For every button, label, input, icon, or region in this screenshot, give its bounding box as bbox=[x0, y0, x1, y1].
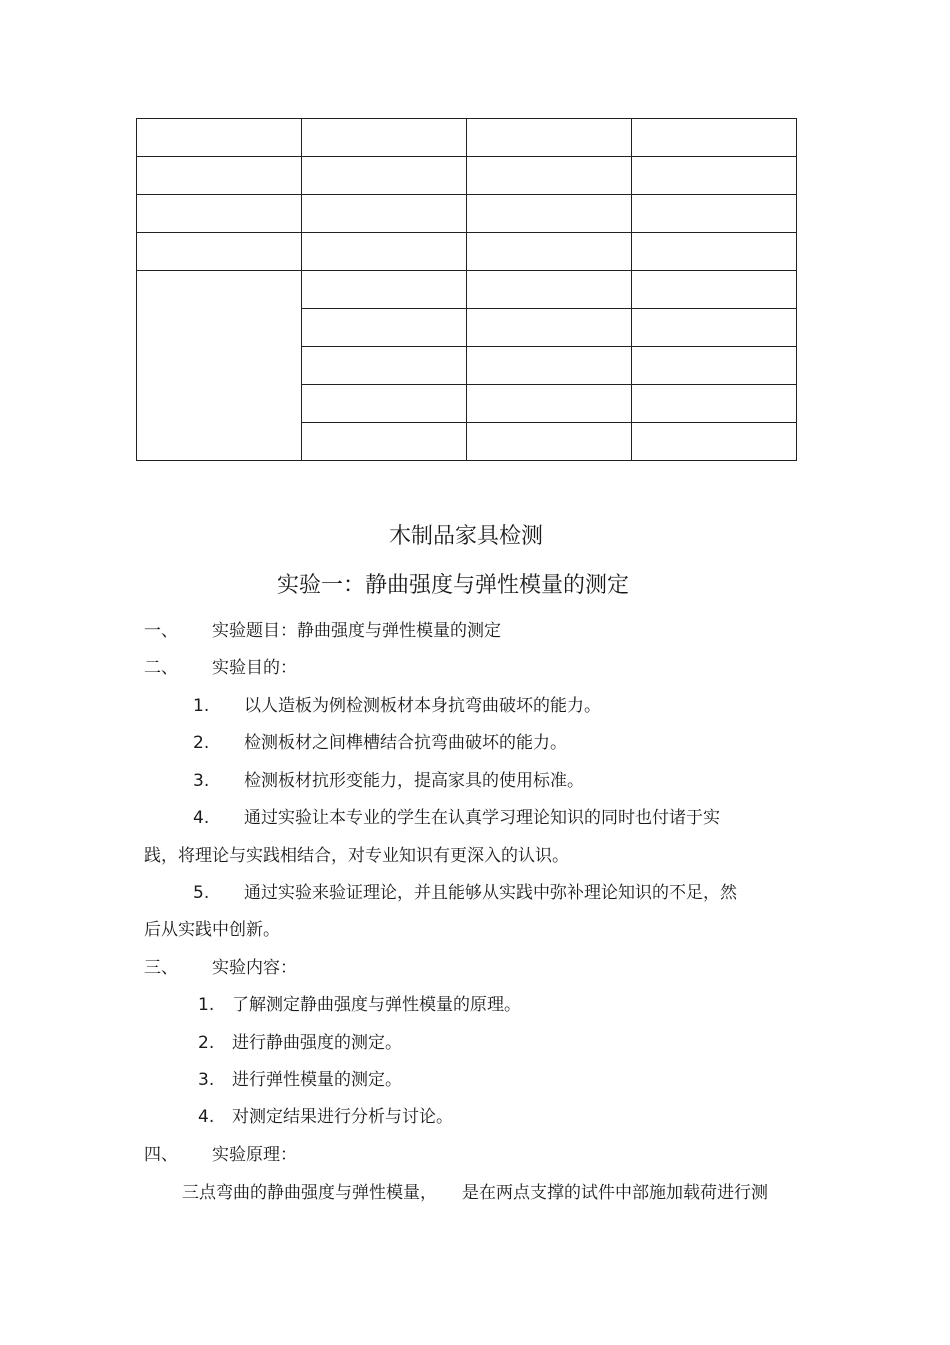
table-cell bbox=[632, 233, 797, 271]
item-text: 进行弹性模量的测定。 bbox=[232, 1070, 402, 1090]
principle-text-part2: 是在两点支撑的试件中部施加载荷进行测 bbox=[462, 1183, 768, 1203]
item-number: 3. bbox=[198, 1070, 215, 1090]
item-continuation: 后从实践中创新。 bbox=[144, 920, 280, 940]
table-cell bbox=[137, 119, 302, 157]
section-text: 实验题目：静曲强度与弹性模量的测定 bbox=[212, 621, 501, 641]
table-cell bbox=[302, 423, 467, 461]
table-cell bbox=[467, 119, 632, 157]
table-cell bbox=[632, 119, 797, 157]
principle-text-part1: 三点弯曲的静曲强度与弹性模量， bbox=[182, 1183, 437, 1203]
item-text: 以人造板为例检测板材本身抗弯曲破坏的能力。 bbox=[244, 696, 601, 716]
table-cell bbox=[632, 271, 797, 309]
section-text: 实验原理： bbox=[212, 1145, 297, 1165]
section-number: 一、 bbox=[144, 621, 178, 641]
table-cell bbox=[302, 271, 467, 309]
table-cell bbox=[302, 347, 467, 385]
table-cell bbox=[302, 119, 467, 157]
table-cell bbox=[632, 423, 797, 461]
item-number: 2. bbox=[193, 733, 210, 753]
item-number: 3. bbox=[193, 771, 210, 791]
table-row bbox=[137, 271, 797, 309]
table-cell bbox=[632, 385, 797, 423]
table-cell bbox=[467, 195, 632, 233]
table-cell bbox=[632, 347, 797, 385]
table-cell bbox=[632, 309, 797, 347]
item-text: 检测板材抗形变能力，提高家具的使用标准。 bbox=[244, 771, 584, 791]
table-cell bbox=[467, 157, 632, 195]
table-cell bbox=[302, 233, 467, 271]
item-number: 1. bbox=[198, 995, 215, 1015]
table-cell bbox=[302, 195, 467, 233]
item-text: 检测板材之间榫槽结合抗弯曲破坏的能力。 bbox=[244, 733, 567, 753]
table-cell bbox=[302, 309, 467, 347]
experiment-title: 实验一：静曲强度与弹性模量的测定 bbox=[276, 573, 629, 598]
table-cell bbox=[632, 157, 797, 195]
item-number: 1. bbox=[193, 696, 210, 716]
section-number: 二、 bbox=[144, 658, 178, 678]
empty-table bbox=[136, 118, 797, 461]
table-cell bbox=[467, 385, 632, 423]
table-cell bbox=[467, 309, 632, 347]
table-row bbox=[137, 233, 797, 271]
table-cell bbox=[467, 233, 632, 271]
table-row bbox=[137, 195, 797, 233]
section-text: 实验内容： bbox=[212, 958, 297, 978]
table-cell bbox=[137, 195, 302, 233]
document-title: 木制品家具检测 bbox=[388, 524, 543, 549]
table-cell bbox=[467, 347, 632, 385]
table-cell bbox=[137, 157, 302, 195]
section-number: 三、 bbox=[144, 958, 178, 978]
table-cell bbox=[632, 195, 797, 233]
table-merged-cell bbox=[137, 271, 302, 461]
item-text: 进行静曲强度的测定。 bbox=[232, 1033, 402, 1053]
section-number: 四、 bbox=[144, 1145, 178, 1165]
table-cell bbox=[467, 271, 632, 309]
item-text: 通过实验来验证理论，并且能够从实践中弥补理论知识的不足，然 bbox=[244, 883, 737, 903]
item-number: 2. bbox=[198, 1033, 215, 1053]
table-cell bbox=[302, 385, 467, 423]
item-text: 了解测定静曲强度与弹性模量的原理。 bbox=[232, 995, 521, 1015]
item-text: 对测定结果进行分析与讨论。 bbox=[232, 1107, 453, 1127]
table-row bbox=[137, 157, 797, 195]
item-number: 5. bbox=[193, 883, 210, 903]
table-row bbox=[137, 119, 797, 157]
item-number: 4. bbox=[198, 1107, 215, 1127]
table-cell bbox=[467, 423, 632, 461]
item-text: 通过实验让本专业的学生在认真学习理论知识的同时也付诸于实 bbox=[244, 808, 720, 828]
table-cell bbox=[302, 157, 467, 195]
item-continuation: 践，将理论与实践相结合，对专业知识有更深入的认识。 bbox=[144, 846, 569, 866]
item-number: 4. bbox=[193, 808, 210, 828]
table-cell bbox=[137, 233, 302, 271]
section-text: 实验目的： bbox=[212, 658, 297, 678]
